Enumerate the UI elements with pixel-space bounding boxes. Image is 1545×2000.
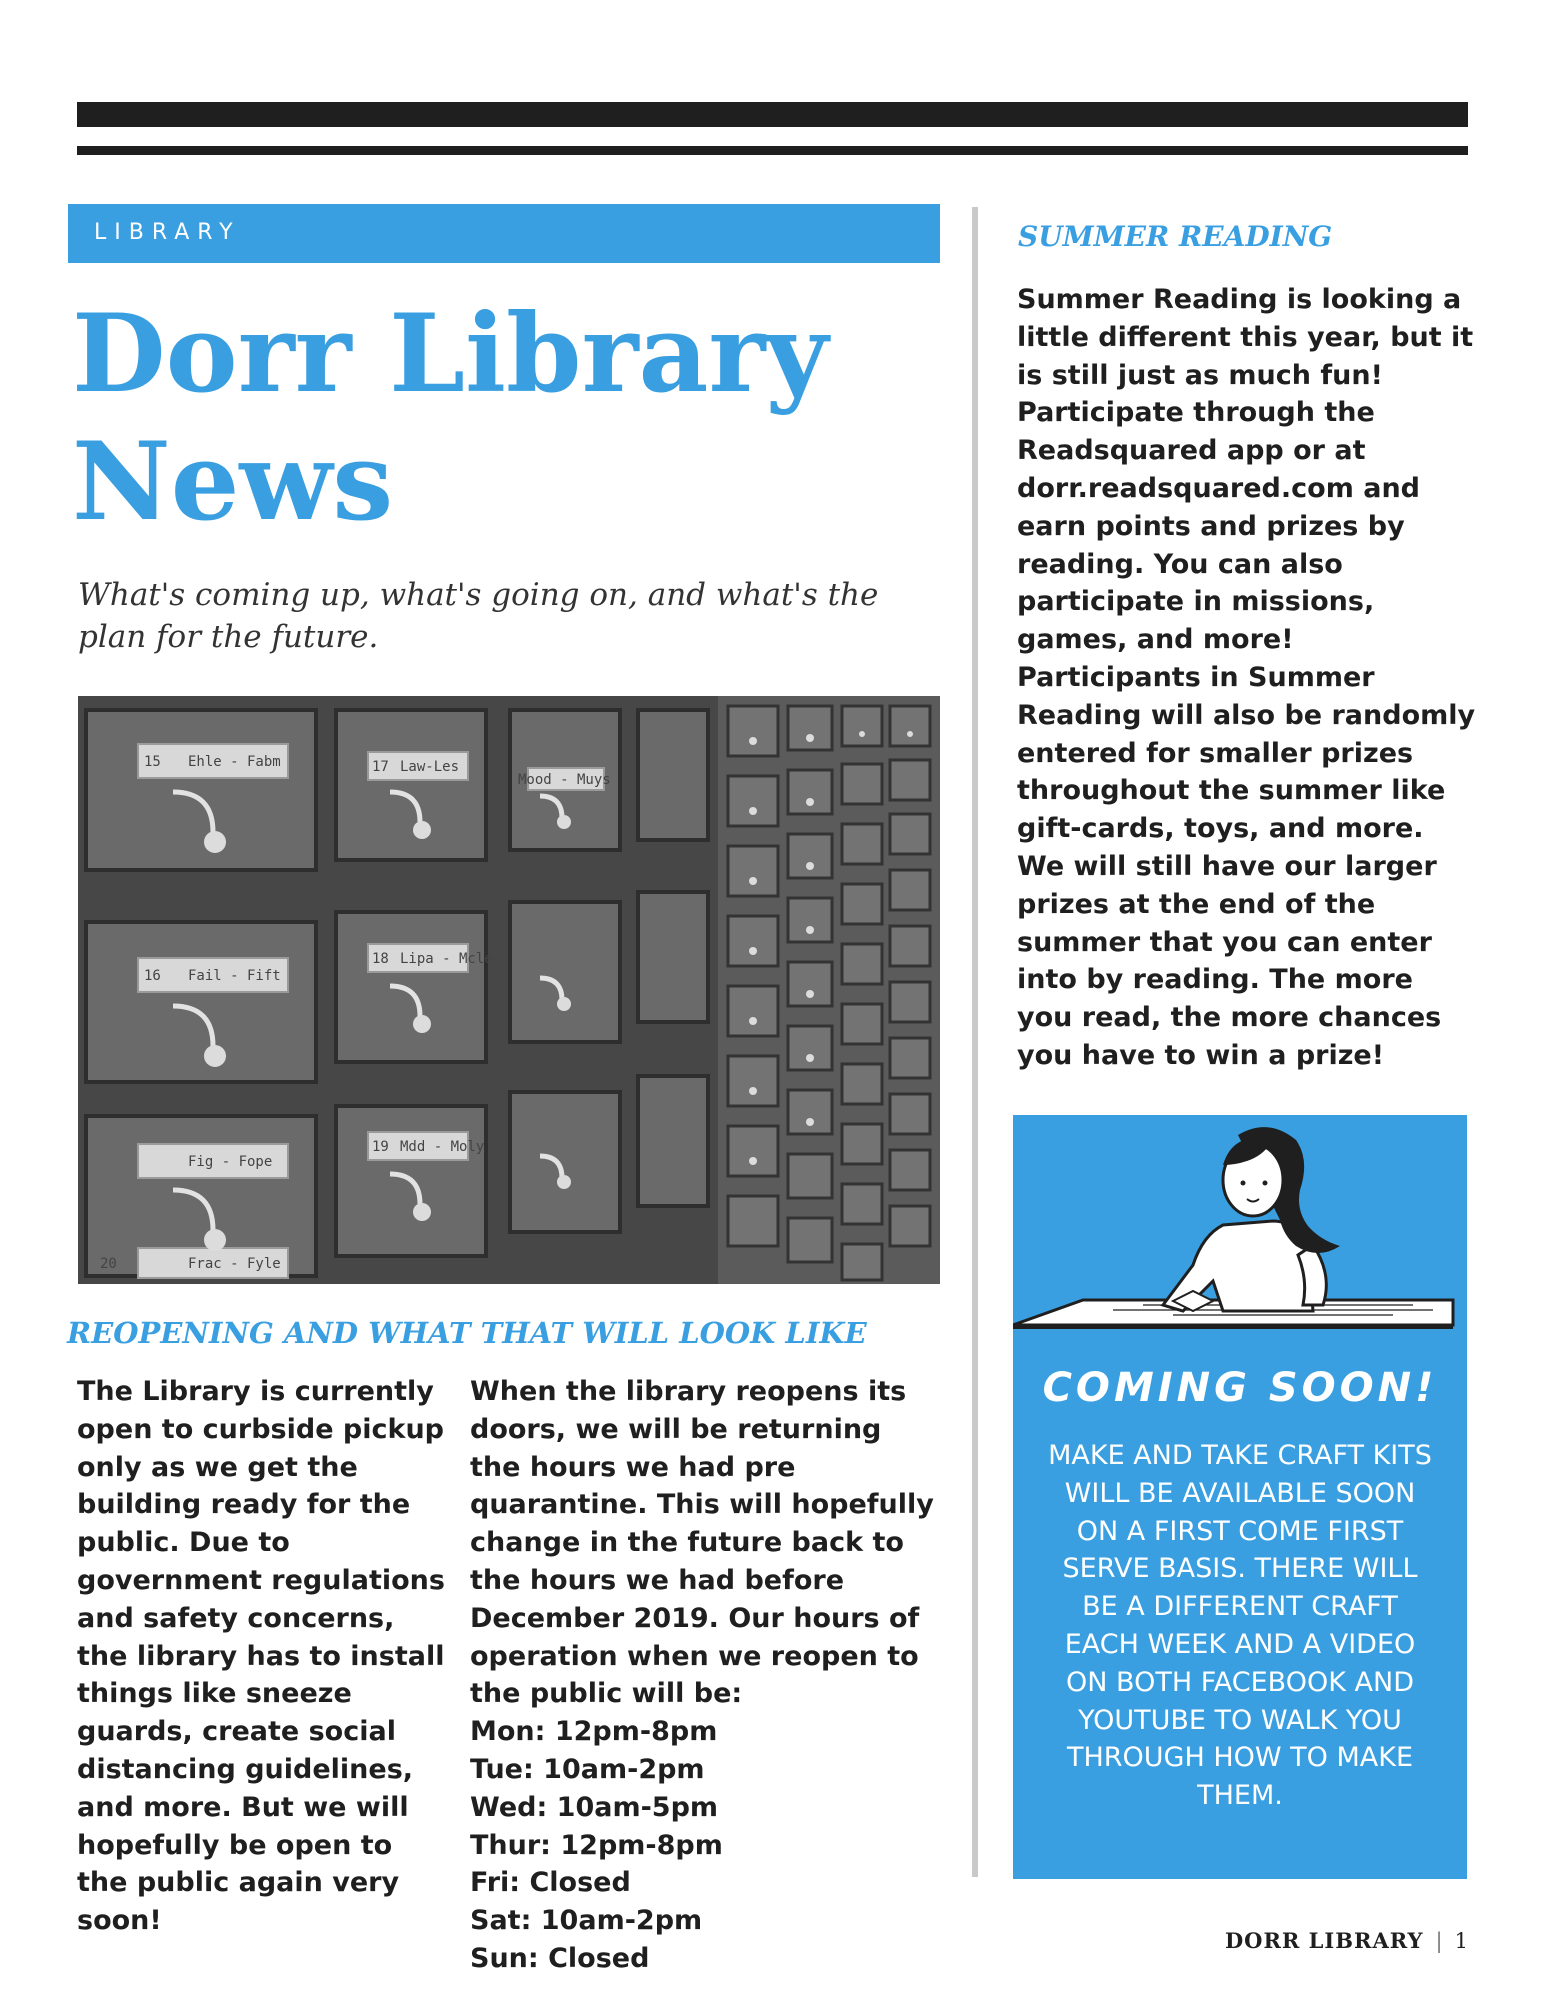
drawer-range-label: Lipa - Mcle <box>400 951 493 967</box>
top-rule-thin <box>77 146 1468 155</box>
coming-soon-title: COMING SOON! <box>1042 1365 1438 1411</box>
drawer-number-label: 16 <box>144 968 161 984</box>
coming-soon-box <box>1013 1115 1467 1879</box>
reopening-hours-intro: When the library reopens its doors, we will be returning the hours we had pre quarantine. This will hopefully change in the future back to the hours we had before December 2019. Our hours of operation when we reopen to the public will be: <box>470 1376 934 1710</box>
summer-reading-heading: SUMMER READING <box>1018 220 1333 253</box>
reopening-heading: REOPENING AND WHAT THAT WILL LOOK LIKE <box>67 1316 867 1350</box>
drawer-range-label: Mood - Muys <box>518 772 611 788</box>
drawer-range-label: Mdd - Moly <box>400 1139 485 1155</box>
page-subtitle: What's coming up, what's going on, and what's the plan for the future. <box>78 577 879 655</box>
hours-list <box>470 1713 940 1978</box>
section-label: LIBRARY <box>94 220 241 245</box>
card-catalog-photo <box>78 696 940 1284</box>
drawer-number-label: 15 <box>144 754 161 770</box>
hours-item: Mon: 12pm-8pm <box>470 1716 718 1748</box>
drawer-range-label: Ehle - Fabm <box>188 754 281 770</box>
summer-reading-body: Summer Reading is looking a little different this year, but it is still just as much fun! Participate through the Readsquared app or at dorr.readsquared.com and earn points and prizes by reading. You can also participate in missions, games, and more! Participants in Summer Reading will also be randomly entered for smaller prizes throughout the summer like gift-cards, toys, and more. We will still have our larger prizes at the end of the summer that you can enter into by reading. The more you read, the more chances you have to win a prize! <box>1017 284 1476 1071</box>
footer-separator: | <box>1435 1929 1443 1953</box>
drawer-range-label: Fail - Fift <box>188 968 281 984</box>
drawer-number-label: 19 <box>372 1139 389 1155</box>
top-rule-thick <box>77 102 1468 127</box>
coming-soon-text: MAKE AND TAKE CRAFT KITS WILL BE AVAILABLE SOON ON A FIRST COME FIRST SERVE BASIS. THERE WILL BE A DIFFERENT CRAFT EACH WEEK AND A VIDEO ON BOTH FACEBOOK AND YOUTUBE TO WALK YOU THROUGH HOW TO MAKE THEM. <box>1048 1440 1432 1812</box>
hours-item: Thur: 12pm-8pm <box>470 1829 723 1861</box>
hours-item: Sun: Closed <box>470 1942 650 1974</box>
drawer-range-label: Fig - Fope <box>188 1154 273 1170</box>
page-title: Dorr Library News <box>72 291 829 545</box>
section-label-band <box>68 204 940 263</box>
drawer-range-label: Frac - Fyle <box>188 1256 281 1272</box>
hours-item: Sat: 10am-2pm <box>470 1905 703 1937</box>
reopening-body-col2 <box>470 1373 940 1978</box>
page-footer <box>1225 1928 1468 1953</box>
drawer-number-label: 20 <box>100 1256 117 1272</box>
page-number: 1 <box>1454 1929 1468 1953</box>
hours-item: Tue: 10am-2pm <box>470 1753 705 1785</box>
footer-library-name: DORR LIBRARY <box>1224 1928 1424 1953</box>
reopening-body-col1: The Library is currently open to curbside pickup only as we get the building ready for the public. Due to government regulations and safety concerns, the library has to install things like sneeze guards, create social distancing guidelines, and more. But we will hopefully be open to the public again very soon! <box>77 1376 445 1937</box>
column-divider <box>972 207 978 1877</box>
drawer-range-label: Law-Les <box>400 759 460 775</box>
hours-item: Fri: Closed <box>470 1867 631 1899</box>
hours-item: Wed: 10am-5pm <box>470 1791 719 1823</box>
girl-reading-illustration <box>1013 1115 1467 1335</box>
drawer-number-label: 18 <box>372 951 389 967</box>
drawer-number-label: 17 <box>372 759 389 775</box>
